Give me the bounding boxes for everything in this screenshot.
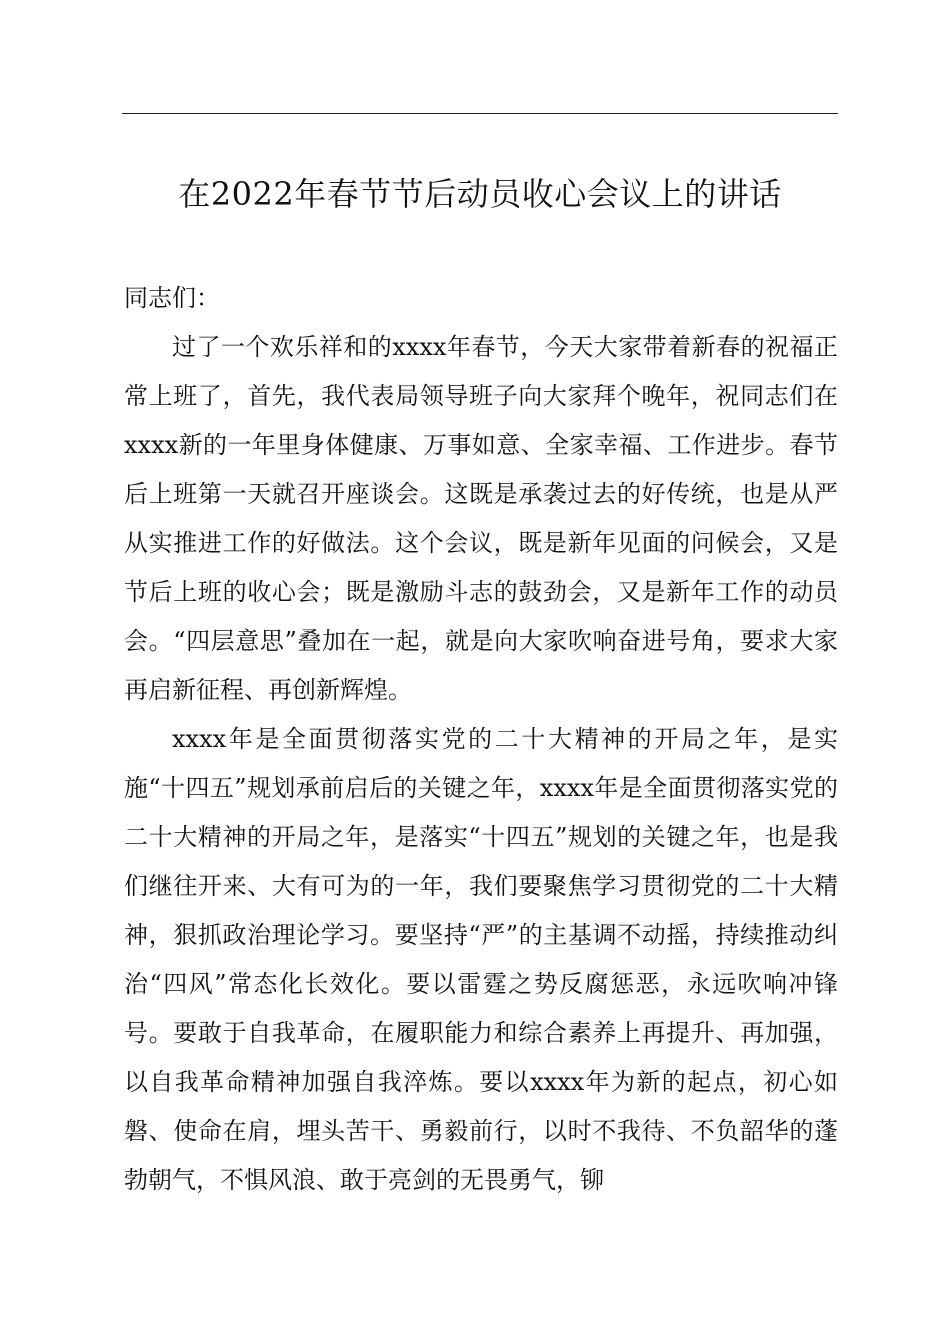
header-rule	[122, 113, 838, 114]
document-title: 在2022年春节节后动员收心会议上的讲话	[178, 175, 782, 213]
document-body	[124, 274, 838, 1205]
paragraph-2: xxxx年是全面贯彻落实党的二十大精神的开局之年，是实施“十四五”规划承前启后的关键之年，xxxx年是全面贯彻落实党的二十大精神的开局之年，是落实“十四五”规划的关键之年，也是我们继往开来、大有可为的一年，我们要聚焦学习贯彻党的二十大精神，狠抓政治理论学习。要坚持“严”的主基调不动摇，持续推动纠治“四风”常态化长效化。要以雷霆之势反腐惩恶，永远吹响冲锋号。要敢于自我革命，在履职能力和综合素养上再提升、再加强，以自我革命精神加强自我淬炼。要以xxxx年为新的起点，初心如磐、使命在肩，埋头苦干、勇毅前行，以时不我待、不负韶华的蓬勃朝气，不惧风浪、敢于亮剑的无畏勇气，铆	[124, 725, 838, 1194]
paragraph-1: 过了一个欢乐祥和的xxxx年春节，今天大家带着新春的祝福正常上班了，首先，我代表局领导班子向大家拜个晚年，祝同志们在xxxx新的一年里身体健康、万事如意、全家幸福、工作进步。春节后上班第一天就召开座谈会。这既是承袭过去的好传统，也是从严从实推进工作的好做法。这个会议，既是新年见面的问候会，又是节后上班的收心会；既是激励斗志的鼓劲会，又是新年工作的动员会。“四层意思”叠加在一起，就是向大家吹响奋进号角，要求大家再启新征程、再创新辉煌。	[124, 333, 838, 704]
salutation: 同志们：	[124, 284, 220, 312]
